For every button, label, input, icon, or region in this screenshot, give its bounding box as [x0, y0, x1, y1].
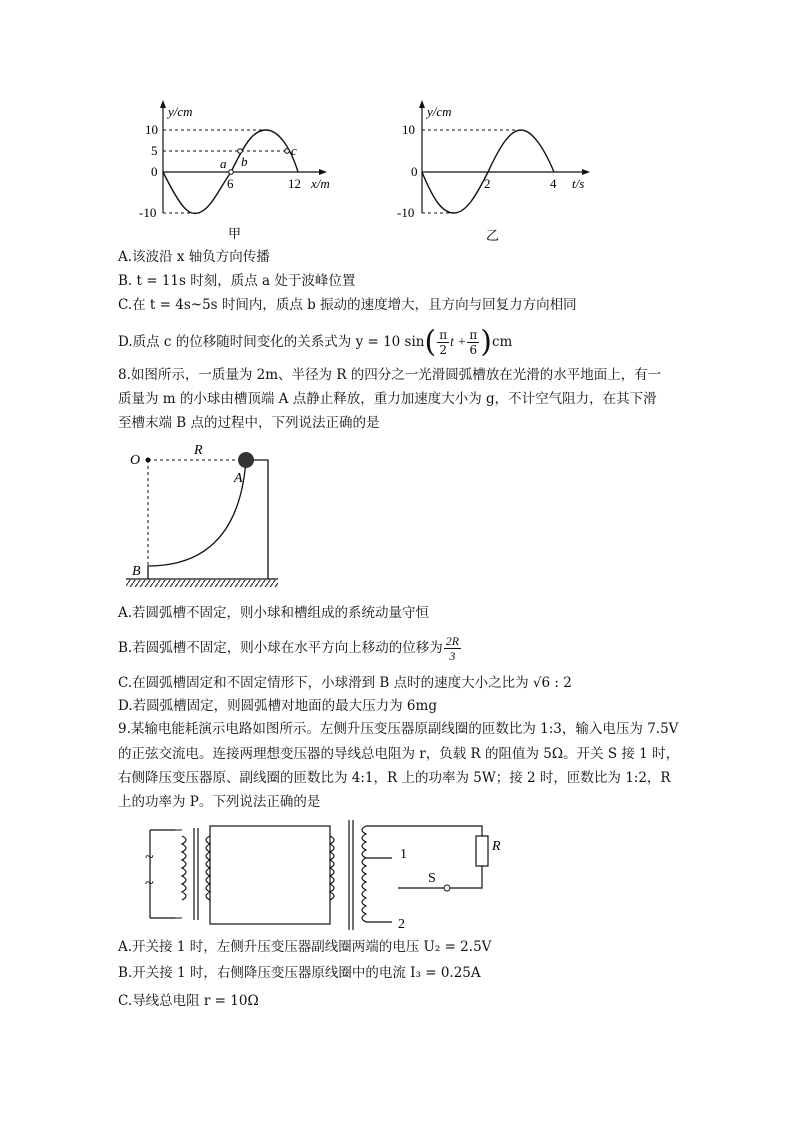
center-point: [146, 458, 151, 463]
y-axis-arrow: [419, 100, 425, 108]
q7-d-text: D.质点 c 的位移随时间变化的关系式为 y = 10 sin: [118, 334, 425, 350]
wave-graph-yi: [380, 96, 600, 246]
y-label: y/cm: [427, 104, 452, 119]
wave-graph-jia: [118, 96, 338, 246]
x-axis-arrow: [582, 169, 590, 175]
ytick-neg10: -10: [397, 205, 415, 220]
source-wires: [150, 830, 175, 918]
q8-option-d: D.若圆弧槽固定，则圆弧槽对地面的最大压力为 6mg: [118, 698, 437, 714]
xtick-4: 4: [550, 176, 557, 191]
tap-label-2: 2: [398, 917, 405, 932]
point-c: [285, 149, 290, 154]
x-axis-arrow: [319, 169, 327, 175]
q8-arc-slot-figure: [118, 436, 288, 596]
q8-stem-2: 质量为 m 的小球由槽顶端 A 点静止释放，重力加速度大小为 g，不计空气阻力，在其下滑: [118, 391, 657, 407]
q8-option-c: C.在圆弧槽固定和不固定情形下，小球滑到 B 点时的速度大小之比为 √6 : 2: [118, 675, 572, 691]
q8-stem-1: 8.如图所示，一质量为 2m、半径为 R 的四分之一光滑圆弧槽放在光滑的水平地面上，有一: [118, 367, 662, 383]
label-B: B: [132, 564, 141, 579]
ytick-0: 0: [411, 164, 418, 179]
switch-label-S: S: [428, 871, 436, 886]
fraction-pi-2: $\frac{\pi}{2}$: [439, 328, 448, 357]
tap-label-1: 1: [400, 847, 407, 862]
q9-stem-4: 上的功率为 P。下列说法正确的是: [118, 794, 321, 810]
q9-stem-1: 9.某输电能耗演示电路如图所示。左侧升压变压器原副线圈的匝数比为 1:3，输入电压为 7.5V: [118, 721, 679, 737]
resistor-label-R: R: [492, 839, 501, 854]
q8-option-b: B.若圆弧槽不固定，则小球在水平方向上移动的位移为 $\frac{2R}{3}$: [118, 634, 460, 663]
output-right-wire: [450, 866, 482, 888]
ytick-neg10: -10: [139, 205, 157, 220]
ytick-10: 10: [402, 122, 415, 137]
label-O: O: [130, 453, 141, 468]
ytick-5: 5: [151, 143, 158, 158]
left-secondary-coil: [206, 836, 210, 900]
ball: [238, 452, 254, 468]
label-R: R: [194, 443, 203, 458]
xtick-12: 12: [288, 176, 301, 191]
q7-option-a: A.该波沿 x 轴负方向传播: [118, 249, 270, 265]
q9-transformer-circuit: [130, 818, 510, 934]
resistor-R: [476, 836, 488, 866]
xtick-6: 6: [227, 176, 234, 191]
q7-option-c: C.在 t = 4s~5s 时间内，质点 b 振动的速度增大，且方向与回复力方向相同: [118, 297, 577, 313]
left-primary-coil: [182, 836, 186, 900]
q9-option-b: B.开关接 1 时，右侧降压变压器原线圈中的电流 I₃ = 0.25A: [118, 965, 481, 981]
q9-option-a: A.开关接 1 时，左侧升压变压器副线圈两端的电压 U₂ = 2.5V: [118, 939, 492, 955]
caption-yi: 乙: [486, 228, 500, 243]
point-b: [238, 149, 243, 154]
point-a: [229, 170, 234, 175]
q7-option-b: B. t = 11s 时刻，质点 a 处于波峰位置: [118, 273, 356, 289]
ytick-10: 10: [145, 122, 158, 137]
primary-leads: [175, 830, 182, 918]
label-A: A: [234, 471, 243, 486]
q7-option-d: D.质点 c 的位移随时间变化的关系式为 y = 10 sin( $\frac{\pi}{2}$ t + $\frac{\pi}{6}$ )cm: [118, 324, 513, 360]
label-c: c: [291, 143, 297, 158]
right-secondary-coil: [362, 826, 366, 922]
label-b: b: [241, 154, 248, 169]
xtick-2: 2: [484, 176, 491, 191]
q9-stem-3: 右侧降压变压器原、副线圈的匝数比为 4:1，R 上的功率为 5W；接 2 时，匝数比为 1:2，R: [118, 770, 671, 786]
x-label: t/s: [572, 176, 585, 191]
right-primary-coil: [330, 836, 334, 900]
label-a: a: [220, 156, 227, 171]
x-label: x/m: [311, 176, 330, 191]
transmission-line-loop: [210, 826, 330, 924]
fraction-2R-3: $\frac{2R}{3}$: [445, 634, 460, 663]
q8-stem-3: 至槽末端 B 点的过程中，下列说法正确的是: [118, 415, 380, 431]
y-label: y/cm: [168, 104, 193, 119]
q9-stem-2: 的正弦交流电。连接两理想变压器的导线总电阻为 r，负载 R 的阻值为 5Ω。开关 S 接 1 时，: [118, 746, 680, 762]
ac-source-symbol: ~: [145, 849, 154, 866]
fraction-pi-6: $\frac{\pi}{6}$: [469, 328, 478, 357]
ac-source-symbol-2: ~: [145, 875, 154, 892]
y-axis-arrow: [160, 100, 166, 108]
ground-hatch: [126, 580, 278, 587]
switch-contact: [444, 885, 450, 891]
output-top-wire: [366, 826, 482, 836]
arc-slot: [148, 460, 268, 579]
caption-jia: 甲: [228, 226, 242, 241]
q8-option-a: A.若圆弧槽不固定，则小球和槽组成的系统动量守恒: [118, 605, 430, 621]
q9-option-c: C.导线总电阻 r = 10Ω: [118, 993, 259, 1009]
ytick-0: 0: [151, 164, 158, 179]
